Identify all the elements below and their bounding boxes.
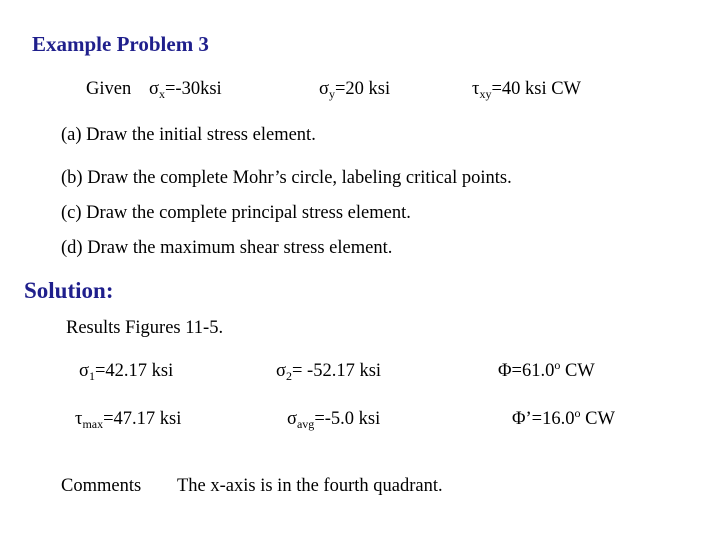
tau-xy-value: =40 ksi CW bbox=[491, 79, 582, 99]
phi-prime-direction: CW bbox=[580, 409, 615, 429]
given-sigma-x bbox=[149, 80, 222, 99]
tau-xy-subscript: xy bbox=[479, 87, 492, 101]
phi-prime-degree: o bbox=[574, 406, 581, 420]
phi-prime-value: Φ’=16.0 bbox=[512, 409, 575, 429]
sigma-y-value: =20 ksi bbox=[334, 79, 391, 99]
task-text: Draw the complete Mohr’s circle, labeling critical points. bbox=[87, 168, 512, 188]
result-sigma-avg bbox=[287, 410, 380, 429]
result-phi-prime bbox=[512, 406, 615, 429]
sigma1-symbol: σ bbox=[79, 361, 89, 381]
phi-value: Φ=61.0 bbox=[498, 361, 555, 381]
task-item bbox=[61, 239, 392, 258]
phi-direction: CW bbox=[560, 361, 595, 381]
tau-max-subscript: max bbox=[82, 417, 104, 431]
tau-max-symbol: τ bbox=[75, 409, 83, 429]
task-item bbox=[61, 204, 411, 223]
sigma1-value: =42.17 ksi bbox=[94, 361, 174, 381]
page-title: Example Problem 3 bbox=[32, 32, 209, 56]
given-tau-xy bbox=[472, 80, 581, 99]
tau-max-value: =47.17 ksi bbox=[103, 409, 182, 429]
task-label: (d) bbox=[61, 238, 83, 258]
tau-xy-symbol: τ bbox=[472, 79, 480, 99]
given-label: Given bbox=[86, 79, 132, 99]
sigma-y-symbol: σ bbox=[319, 79, 329, 99]
task-label: (c) bbox=[61, 203, 82, 223]
results-intro: Results Figures 11-5. bbox=[66, 318, 224, 338]
sigma-avg-subscript: avg bbox=[296, 417, 315, 431]
task-item bbox=[61, 169, 512, 188]
solution-heading: Solution: bbox=[24, 278, 114, 303]
task-item bbox=[61, 126, 316, 145]
task-text: Draw the complete principal stress element. bbox=[86, 203, 411, 223]
sigma-y-subscript: y bbox=[328, 87, 335, 101]
task-label: (b) bbox=[61, 168, 83, 188]
result-sigma2 bbox=[276, 362, 381, 381]
sigma-avg-value: =-5.0 ksi bbox=[314, 409, 381, 429]
sigma2-subscript: 2 bbox=[285, 369, 292, 383]
result-tau-max bbox=[75, 410, 181, 429]
sigma-avg-symbol: σ bbox=[287, 409, 297, 429]
result-phi bbox=[498, 358, 595, 381]
task-text: Draw the initial stress element. bbox=[86, 125, 316, 145]
task-label: (a) bbox=[61, 125, 82, 145]
sigma-x-value: =-30ksi bbox=[164, 79, 222, 99]
task-text: Draw the maximum shear stress element. bbox=[87, 238, 393, 258]
sigma-x-symbol: σ bbox=[149, 79, 159, 99]
sigma2-value: = -52.17 ksi bbox=[291, 361, 382, 381]
phi-degree: o bbox=[554, 358, 561, 372]
comments-text: The x-axis is in the fourth quadrant. bbox=[177, 476, 443, 496]
sigma-x-subscript: x bbox=[158, 87, 165, 101]
result-sigma1 bbox=[79, 362, 173, 381]
comments-label: Comments bbox=[61, 476, 142, 496]
given-sigma-y bbox=[319, 80, 390, 99]
sigma2-symbol: σ bbox=[276, 361, 286, 381]
sigma1-subscript: 1 bbox=[88, 369, 95, 383]
